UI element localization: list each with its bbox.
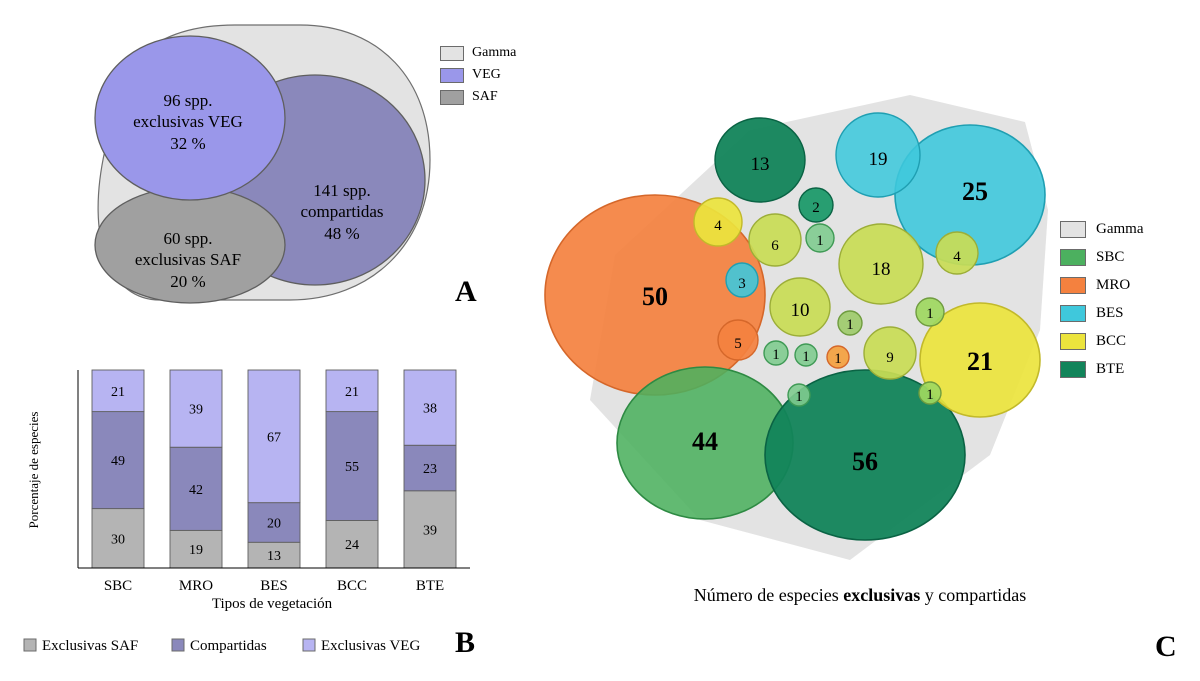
panel-b-letter: B: [455, 626, 476, 659]
bar-value-label: 21: [111, 384, 125, 400]
legend-swatch-exclusivas-saf-icon: [24, 639, 36, 651]
panel-a-letter: A: [455, 275, 477, 308]
bar-value-label: 55: [345, 460, 359, 476]
venn-region-count: 1: [802, 349, 810, 365]
bar-value-label: 13: [267, 549, 281, 565]
legend-label-exclusivas-saf: Exclusivas SAF: [42, 638, 139, 654]
bar-value-label: 19: [189, 543, 203, 559]
panel-b-plot: [0, 340, 520, 681]
panel-a-legend: [440, 42, 516, 108]
legend-item-bcc: [1060, 327, 1143, 355]
venn-region-count: 25: [962, 177, 988, 206]
legend-swatch-mro-icon: [1060, 277, 1086, 294]
saf-label-line2: exclusivas SAF: [134, 250, 242, 270]
venn-region-count: 1: [926, 306, 934, 322]
legend-swatch-gamma-icon: [1060, 221, 1086, 238]
saf-label-line3: 20 %: [170, 271, 206, 291]
legend-label-bcc: BCC: [1096, 332, 1127, 349]
panel-c-caption: [580, 585, 1140, 606]
venn-region-count: 9: [886, 350, 894, 366]
venn-region-count: 19: [868, 149, 888, 170]
legend-swatch-compartidas-icon: [172, 639, 184, 651]
bar-value-label: 67: [267, 430, 281, 446]
x-tick-label: BCC: [336, 578, 368, 594]
shared-label-line1: 141 spp.: [313, 181, 371, 200]
legend-label-mro: MRO: [1096, 276, 1131, 293]
veg-exclusive-label: [118, 90, 258, 154]
legend-swatch-bcc-icon: [1060, 333, 1086, 350]
bar-value-label: 39: [189, 402, 203, 418]
venn-region-count: 6: [771, 238, 779, 254]
legend-swatch-sbc-icon: [1060, 249, 1086, 266]
caption-post: y compartidas: [920, 585, 1027, 605]
legend-item-bes: [1060, 299, 1143, 327]
venn-region-count: 1: [816, 233, 824, 249]
legend-item-saf: [440, 86, 516, 108]
legend-label-gamma: Gamma: [472, 45, 517, 60]
bar-value-label: 39: [423, 523, 437, 539]
venn-region-count: 56: [852, 447, 878, 476]
bar-value-label: 49: [111, 454, 125, 470]
venn-region-count: 1: [795, 389, 803, 405]
shared-label-line3: 48 %: [324, 223, 360, 243]
legend-item-sbc: [1060, 243, 1143, 271]
legend-swatch-bes-icon: [1060, 305, 1086, 322]
caption-bold: exclusivas: [843, 585, 921, 605]
legend-label-saf: SAF: [472, 89, 498, 104]
legend-swatch-gamma-icon: [440, 46, 464, 61]
bar-value-label: 24: [345, 538, 359, 554]
venn-region-count: 10: [790, 300, 810, 321]
legend-item-mro: [1060, 271, 1143, 299]
panel-c-legend: [1060, 215, 1143, 383]
venn-region-count: 50: [642, 282, 668, 311]
y-axis-label: Porcentaje de especies: [26, 411, 41, 529]
veg-label-line1: 96 spp.: [163, 91, 213, 110]
bar-value-label: 30: [111, 532, 125, 548]
bar-value-label: 21: [345, 384, 359, 400]
legend-swatch-saf-icon: [440, 90, 464, 105]
legend-item-exclusivas-saf: [24, 638, 138, 654]
legend-item-gamma: [1060, 215, 1143, 243]
legend-swatch-exclusivas-veg-icon: [303, 639, 315, 651]
saf-label-line1: 60 spp.: [163, 229, 213, 248]
legend-item-compartidas: [172, 638, 267, 654]
legend-swatch-bte-icon: [1060, 361, 1086, 378]
legend-label-gamma: Gamma: [1096, 220, 1144, 237]
legend-label-sbc: SBC: [1096, 248, 1125, 265]
x-axis-label: Tipos de vegetación: [211, 596, 333, 612]
venn-region-count: 18: [871, 259, 891, 280]
panel-b-legend: [20, 632, 460, 662]
caption-pre: Número de especies: [693, 585, 844, 605]
bar-value-label: 42: [189, 482, 203, 498]
venn-region-count: 2: [812, 200, 820, 216]
legend-label-veg: VEG: [472, 67, 501, 82]
veg-label-line2: exclusivas VEG: [133, 112, 243, 132]
venn-region-count: 3: [738, 276, 746, 292]
x-tick-label: MRO: [178, 578, 214, 594]
shared-label-line2: compartidas: [300, 202, 384, 222]
panel-b-stacked-bar-chart: [0, 340, 520, 681]
x-tick-label: BES: [260, 578, 288, 594]
shared-label: [272, 180, 412, 244]
legend-item-exclusivas-veg: [303, 638, 420, 654]
venn-region-count: 4: [953, 249, 961, 265]
venn-region-count: 1: [772, 347, 780, 363]
legend-item-bte: [1060, 355, 1143, 383]
venn-region-count: 5: [734, 336, 742, 352]
legend-swatch-veg-icon: [440, 68, 464, 83]
x-tick-label: SBC: [103, 578, 133, 594]
legend-label-exclusivas-veg: Exclusivas VEG: [321, 638, 421, 654]
legend-label-compartidas: Compartidas: [190, 638, 267, 654]
bar-value-label: 38: [423, 401, 437, 417]
bar-value-label: 20: [267, 516, 281, 532]
legend-item-veg: [440, 64, 516, 86]
legend-label-bes: BES: [1096, 304, 1124, 321]
venn-region-count: 21: [967, 347, 993, 376]
venn-region-count: 44: [692, 427, 718, 456]
venn-region-count: 1: [834, 351, 842, 367]
venn-region-count: 4: [714, 218, 722, 234]
x-tick-label: BTE: [415, 578, 445, 594]
panel-c-letter: C: [1155, 630, 1177, 663]
legend-item-gamma: [440, 42, 516, 64]
venn-region-count: 13: [750, 154, 770, 175]
venn-region-count: 1: [846, 317, 854, 333]
legend-label-bte: BTE: [1096, 360, 1125, 377]
bar-value-label: 23: [423, 462, 437, 478]
venn-region-count: 1: [926, 387, 934, 403]
veg-label-line3: 32 %: [170, 133, 206, 153]
saf-exclusive-label: [118, 228, 258, 292]
